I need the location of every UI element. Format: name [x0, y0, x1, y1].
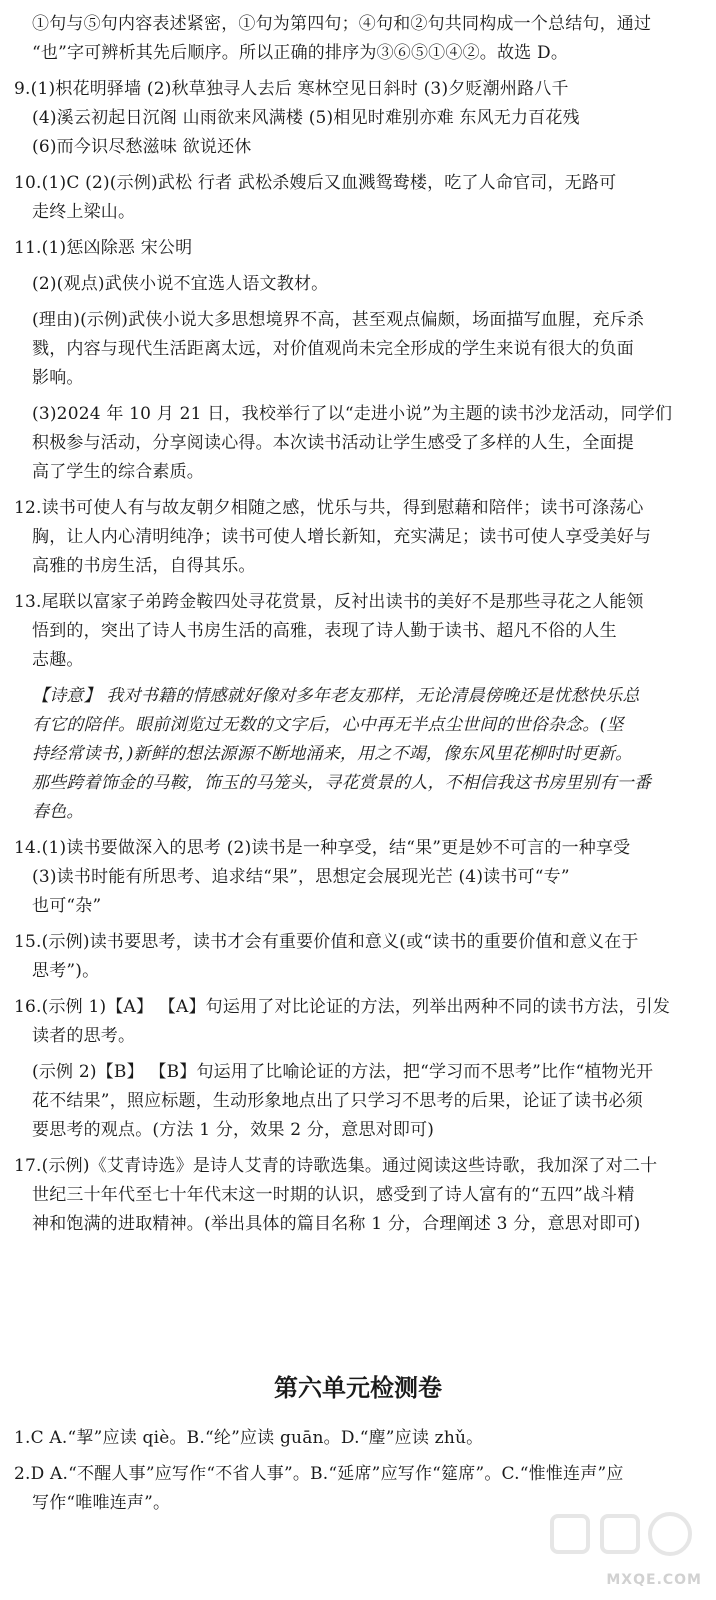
answer-16-line-2: 读者的思考。: [32, 1026, 136, 1046]
answer-13-line-1: 13.尾联以富家子弟跨金鞍四处寻花赏景，反衬出读书的美好不是那些寻花之人能领: [14, 592, 644, 612]
text-line-1: ①句与⑤句内容表述紧密，①句为第四句；④句和②句共同构成一个总结句，通过: [32, 14, 652, 34]
answer-11-line-1: 11.(1)惩凶除恶 宋公明: [14, 238, 193, 258]
poem-meaning-line-4: 那些跨着饰金的马鞍，饰玉的马笼头，寻花赏景的人，不相信我这书房里别有一番: [32, 773, 652, 793]
answer-15-line-2: 思考”)。: [32, 961, 100, 981]
answer-9-line-2: (4)溪云初起日沉阁 山雨欲来风满楼 (5)相见时难别亦难 东风无力百花残: [32, 108, 580, 128]
answer-17-line-3: 神和饱满的进取精神。(举出具体的篇目名称 1 分，合理阐述 3 分，意思对即可): [32, 1214, 641, 1234]
answer-13-line-2: 悟到的，突出了诗人书房生活的高雅，表现了诗人勤于读书、超凡不俗的人生: [32, 621, 617, 641]
answer-14-line-1: 14.(1)读书要做深入的思考 (2)读书是一种享受，结“果”更是妙不可言的一种享受: [14, 838, 631, 858]
poem-meaning-line-1: 【诗意】 我对书籍的情感就好像对多年老友那样，无论清晨傍晚还是忧愁快乐总: [32, 686, 640, 706]
answer-16-line-3: (示例 2)【B】 【B】句运用了比喻论证的方法，把“学习而不思考”比作“植物光开: [32, 1062, 654, 1082]
answer-11-line-6: (3)2024 年 10 月 21 日，我校举行了以“走进小说”为主题的读书沙龙活动，同学们: [32, 404, 673, 424]
answer-9-line-1: 9.(1)枳花明驿墙 (2)秋草独寻人去后 寒林空见日斜时 (3)夕贬潮州路八千: [14, 79, 569, 99]
text-line-2: “也”字可辨析其先后顺序。所以正确的排序为③⑥⑤①④②。故选 D。: [32, 43, 569, 63]
poem-meaning-line-5: 春色。: [32, 802, 84, 822]
answer-17-line-1: 17.(示例)《艾青诗选》是诗人艾青的诗歌选集。通过阅读这些诗歌，我加深了对二十: [14, 1156, 658, 1176]
answer-11-line-3: (理由)(示例)武侠小说大多思想境界不高，甚至观点偏颇，场面描写血腥，充斥杀: [32, 310, 645, 330]
answer-11-line-8: 高了学生的综合素质。: [32, 462, 204, 482]
answer-16-line-4: 花不结果”，照应标题，生动形象地点出了只学习不思考的后果，论证了读书必须: [32, 1091, 643, 1111]
answer-11-line-7: 积极参与活动，分享阅读心得。本次读书活动让学生感受了多样的人生，全面提: [32, 433, 634, 453]
answer-14-line-2: (3)读书时能有所思考、追求结“果”，思想定会展现光芒 (4)读书可“专”: [32, 867, 570, 887]
poem-meaning-line-3: 持经常读书，)新鲜的想法源源不断地涌来，用之不竭，像东风里花柳时时更新。: [32, 744, 633, 764]
poem-meaning-line-2: 有它的陪伴。眼前浏览过无数的文字后，心中再无半点尘世间的世俗杂念。(坚: [32, 715, 624, 735]
answer-12-line-1: 12.读书可使人有与故友朝夕相随之感，忧乐与共，得到慰藉和陪伴；读书可涤荡心: [14, 498, 644, 518]
answer-10-line-2: 走终上梁山。: [32, 202, 136, 222]
answer-11-line-5: 影响。: [32, 368, 84, 388]
answer-12-line-3: 高雅的书房生活，自得其乐。: [32, 556, 256, 576]
answer-9-line-3: (6)而今识尽愁滋味 欲说还休: [32, 137, 252, 157]
answer-16-line-1: 16.(示例 1)【A】 【A】句运用了对比论证的方法，列举出两种不同的读书方法，引发: [14, 997, 671, 1017]
answer-17-line-2: 世纪三十年代至七十年代末这一时期的认识，感受到了诗人富有的“五四”战斗精: [32, 1185, 635, 1205]
section6-answer-1: 1.C A.“挈”应读 qiè。B.“纶”应读 guān。D.“麈”应读 zhǔ。: [14, 1428, 484, 1448]
watermark-text: MXQE.COM: [606, 1572, 702, 1588]
section6-answer-2-line-2: 写作“唯唯连声”。: [32, 1493, 171, 1513]
answer-12-line-2: 胸，让人内心清明纯净；读书可使人增长新知，充实满足；读书可使人享受美好与: [32, 527, 652, 547]
answer-15-line-1: 15.(示例)读书要思考，读书才会有重要价值和意义(或“读书的重要价值和意义在于: [14, 932, 639, 952]
answer-16-line-5: 要思考的观点。(方法 1 分，效果 2 分，意思对即可): [32, 1120, 435, 1140]
section-title: 第六单元检测卷: [274, 1374, 442, 1402]
answer-14-line-3: 也可“杂”: [32, 896, 102, 916]
answer-13-line-3: 志趣。: [32, 650, 84, 670]
answer-11-line-2: (2)(观点)武侠小说不宜选人语文教材。: [32, 274, 329, 294]
answer-10-line-1: 10.(1)C (2)(示例)武松 行者 武松杀嫂后又血溅鸳鸯楼，吃了人命官司，无路可: [14, 173, 617, 193]
section6-answer-2-line-1: 2.D A.“不醒人事”应写作“不省人事”。B.“延席”应写作“筵席”。C.“惟惟连声”应: [14, 1464, 624, 1484]
answer-11-line-4: 戮，内容与现代生活距离太远，对价值观尚未完全形成的学生来说有很大的负面: [32, 339, 634, 359]
